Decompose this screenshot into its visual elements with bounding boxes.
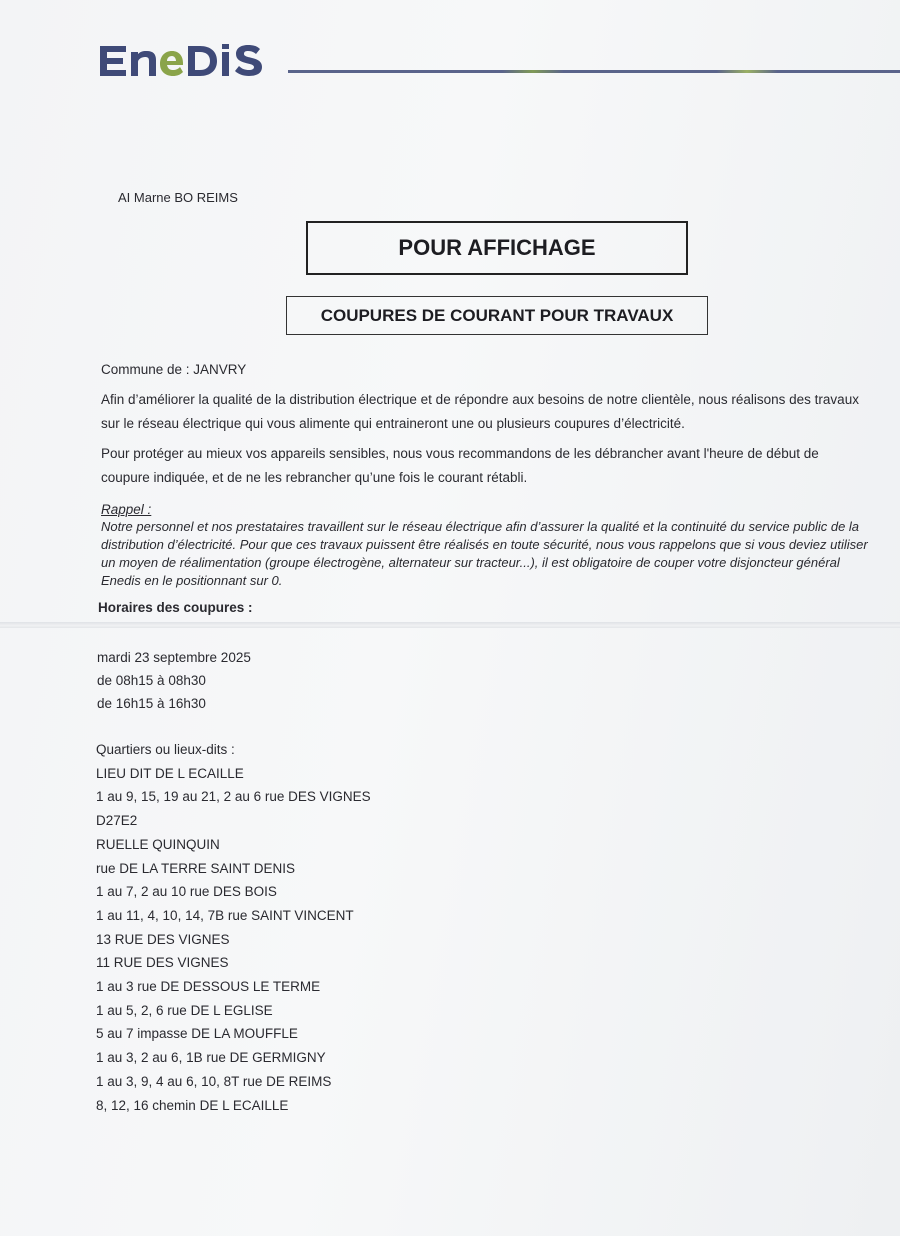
place-item: 1 au 3 rue DE DESSOUS LE TERME (96, 979, 321, 995)
place-item: RUELLE QUINQUIN (96, 836, 220, 852)
place-item: 8, 12, 16 chemin DE L ECAILLE (96, 1097, 289, 1113)
schedule-heading: Horaires des coupures : (98, 600, 253, 615)
place-item: 11 RUE DES VIGNES (96, 955, 229, 971)
sender-line: AI Marne BO REIMS (118, 190, 238, 205)
paper-fold (0, 622, 900, 628)
rappel-text: Notre personnel et nos prestataires travaillent sur le réseau électrique afin d’assurer la qualité et la continuité du service public de la distribution d’électricité. Pour que ces travaux puissent être réalisés en toute sécurité, nous vous rappelons que si vous deviez utiliser un moyen de réalimentation (groupe électrogène, alternateur sur tracteur...), il est obligatoire de couper votre disjoncteur général Enedis en le positionnant sur 0. (101, 519, 868, 588)
place-item: D27E2 (96, 813, 138, 829)
place-item: rue DE LA TERRE SAINT DENIS (96, 860, 296, 876)
schedule-slot: de 08h15 à 08h30 (97, 673, 206, 688)
place-item: 1 au 3, 2 au 6, 1B rue DE GERMIGNY (96, 1050, 326, 1066)
schedule-date: mardi 23 septembre 2025 (97, 650, 251, 665)
place-item: 1 au 7, 2 au 10 rue DES BOIS (96, 884, 277, 900)
title-box (306, 221, 688, 275)
place-item: 5 au 7 impasse DE LA MOUFFLE (96, 1026, 298, 1042)
subtitle-box (286, 296, 708, 335)
place-item: LIEU DIT DE L ECAILLE (96, 765, 244, 781)
places-list (96, 738, 371, 1117)
schedule-slot: de 16h15 à 16h30 (97, 696, 206, 711)
advice-paragraph: Pour protéger au mieux vos appareils sensibles, nous vous recommandons de les débrancher avant l'heure de début de coupure indiquée, et de ne les rebrancher qu’une fois le courant rétabli. (101, 446, 819, 485)
schedule-block (97, 646, 251, 715)
place-item: 1 au 9, 15, 19 au 21, 2 au 6 rue DES VIGNES (96, 789, 371, 805)
places-heading: Quartiers ou lieux-dits : (96, 742, 235, 757)
commune-line: Commune de : JANVRY (101, 362, 247, 377)
header-rule (288, 70, 900, 73)
intro-paragraph: Afin d’améliorer la qualité de la distribution électrique et de répondre aux besoins de notre clientèle, nous réalisons des travaux sur le réseau électrique qui vous alimente qui entraineront une ou plusieurs coupures d’électricité. (101, 392, 859, 431)
subtitle-text: COUPURES DE COURANT POUR TRAVAUX (320, 305, 674, 325)
enedis-logo (98, 38, 278, 87)
place-item: 1 au 5, 2, 6 rue DE L EGLISE (96, 1002, 273, 1018)
place-item: 1 au 3, 9, 4 au 6, 10, 8T rue DE REIMS (96, 1073, 332, 1089)
title-text: POUR AFFICHAGE (398, 235, 596, 260)
place-item: 13 RUE DES VIGNES (96, 931, 230, 947)
place-item: 1 au 11, 4, 10, 14, 7B rue SAINT VINCENT (96, 907, 354, 923)
rappel-label: Rappel : (101, 502, 152, 517)
